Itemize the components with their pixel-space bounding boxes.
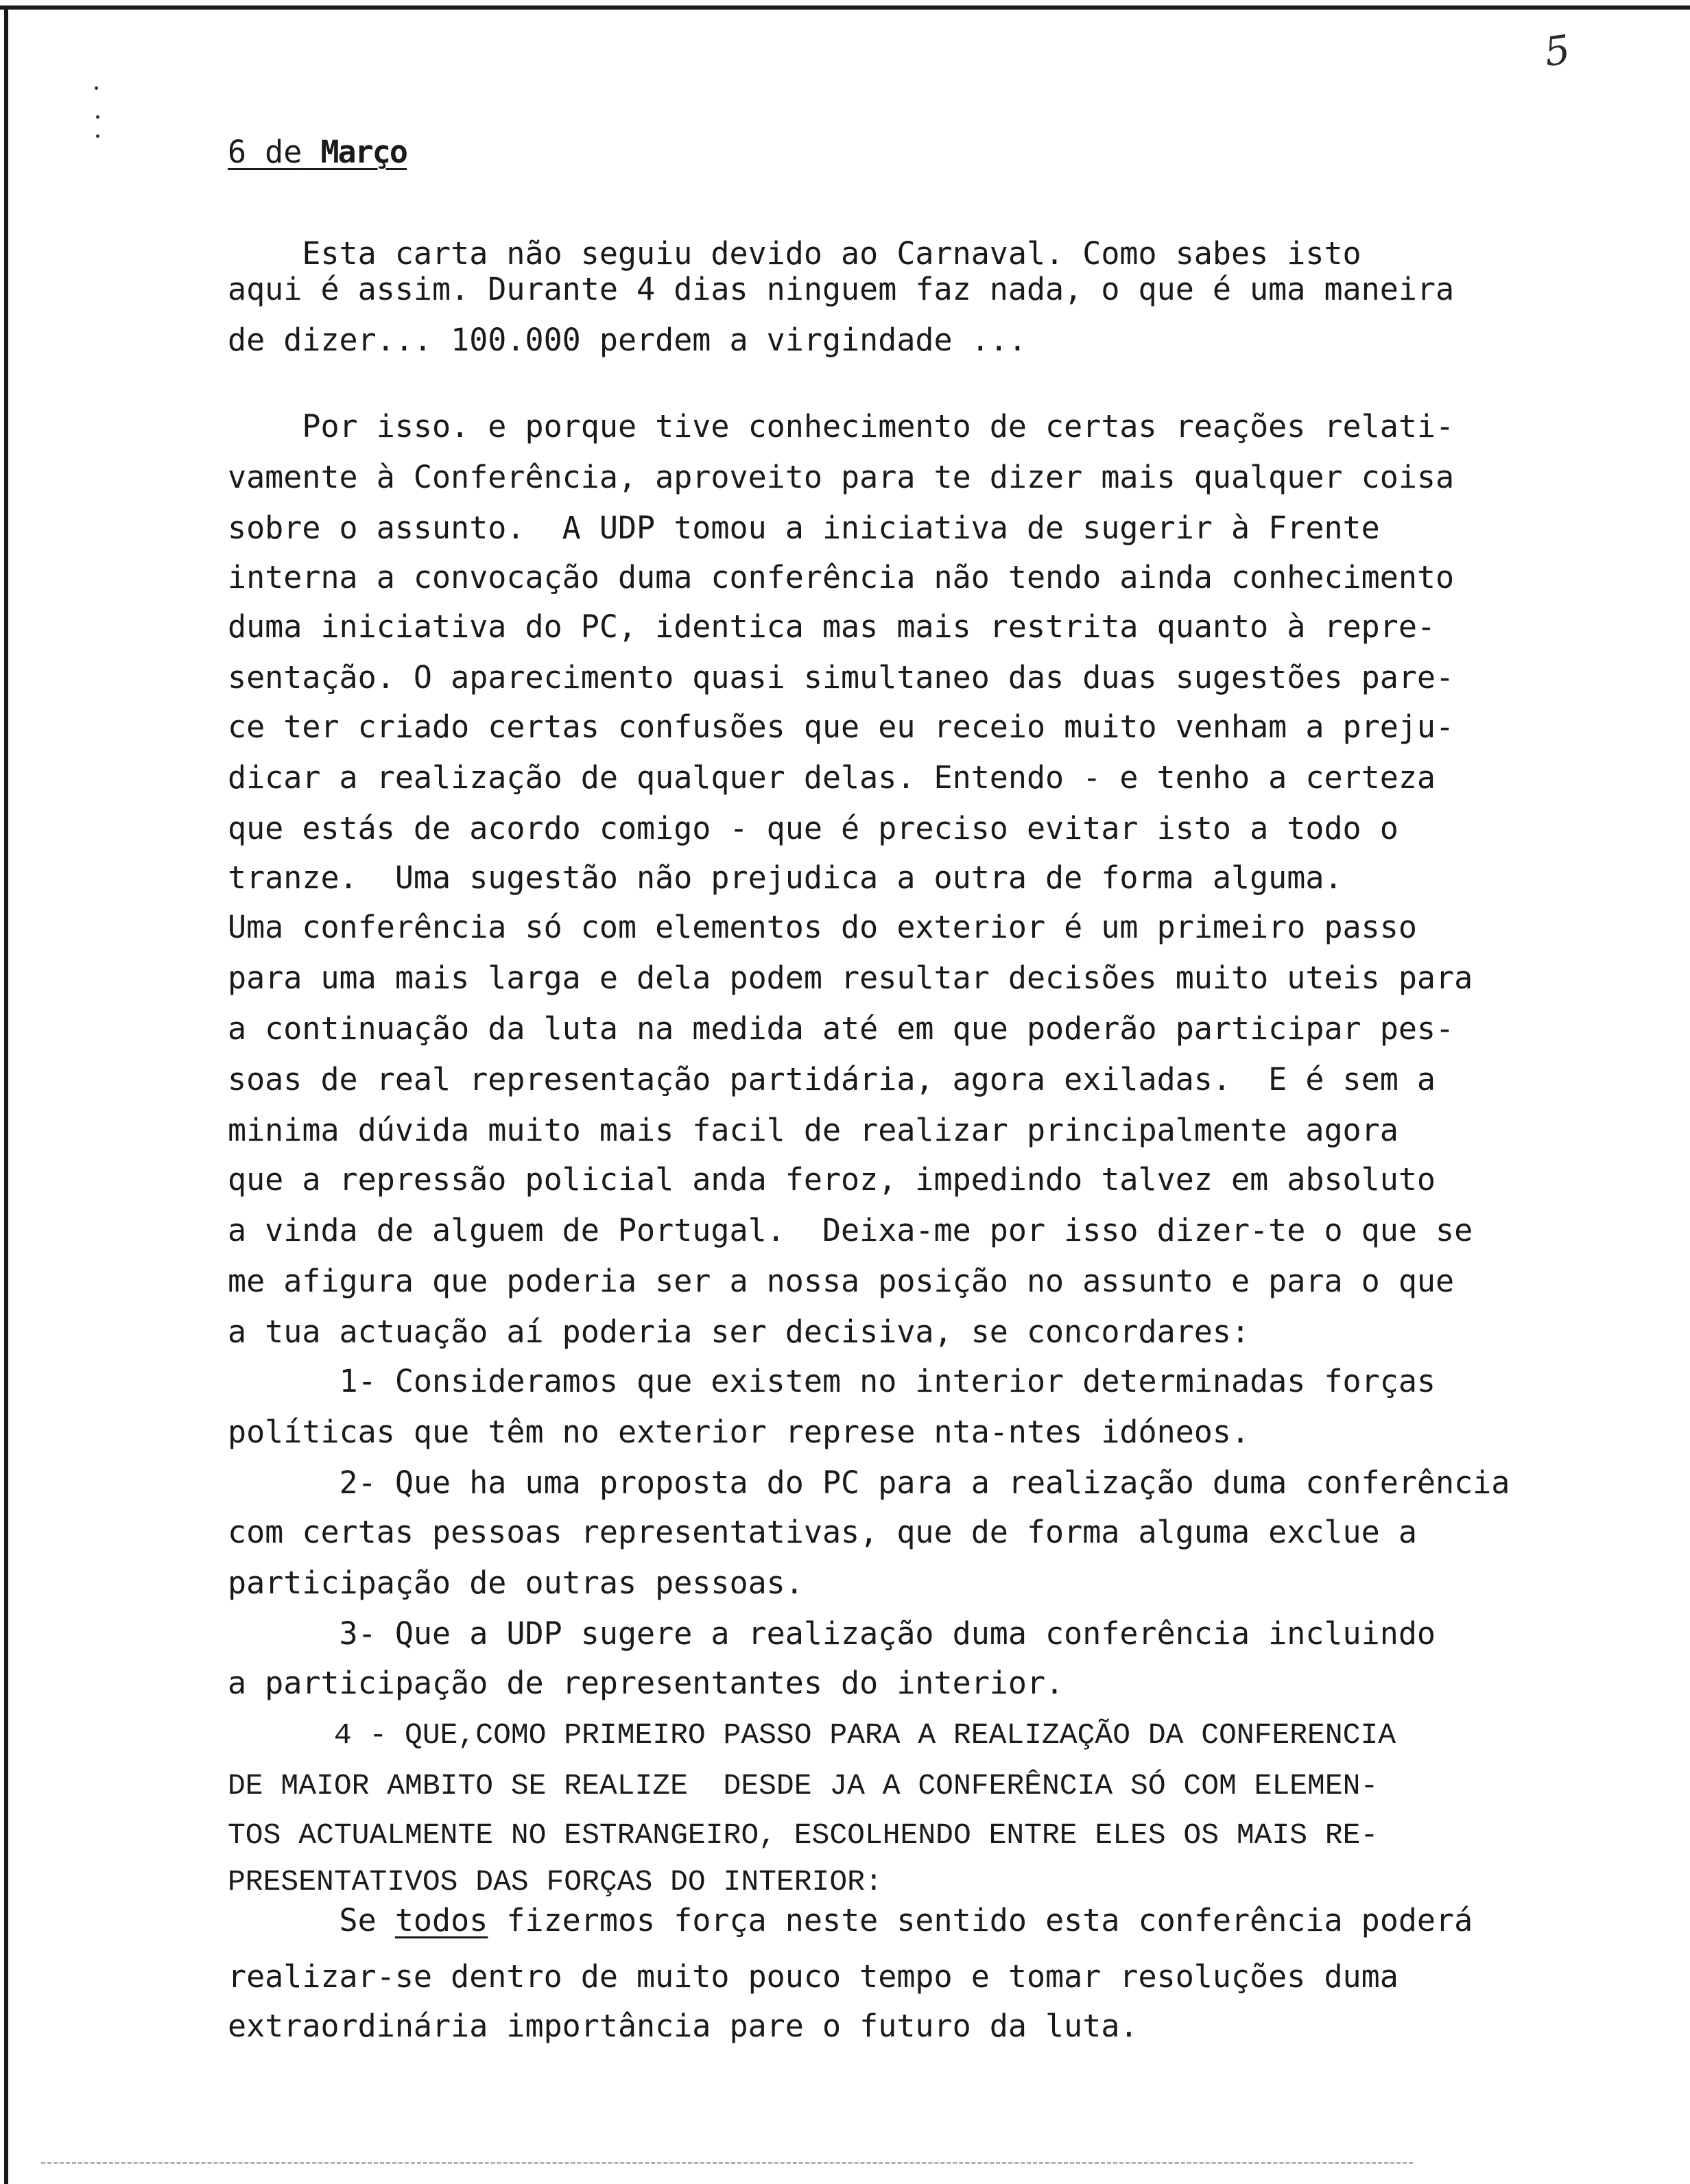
letter-line: a tua actuação aí poderia ser decisiva, se concordares: xyxy=(228,1314,1250,1350)
margin-dot xyxy=(96,134,99,138)
date-month: Março xyxy=(320,134,407,170)
letter-line: aqui é assim. Durante 4 dias ninguem faz nada, o que é uma maneira xyxy=(228,271,1455,307)
margin-dot xyxy=(96,115,99,119)
letter-line: Por isso. e porque tive conhecimento de certas reações relati- xyxy=(228,408,1455,444)
letter-line: participação de outras pessoas. xyxy=(228,1565,804,1601)
letter-line: que estás de acordo comigo - que é preciso evitar isto a todo o xyxy=(228,810,1399,846)
letter-line: 2- Que ha uma proposta do PC para a realização duma conferência xyxy=(228,1464,1510,1501)
letter-line: a participação de representantes do interior. xyxy=(228,1665,1064,1701)
letter-line: minima dúvida muito mais facil de realizar principalmente agora xyxy=(228,1112,1399,1148)
letter-line: para uma mais larga e dela podem resultar decisões muito uteis para xyxy=(228,960,1473,996)
scan-artifact-line xyxy=(41,2162,1413,2164)
letter-line: 3- Que a UDP sugere a realização duma conferência incluindo xyxy=(228,1615,1436,1652)
letter-line: de dizer... 100.000 perdem a virgindade ... xyxy=(228,322,1027,358)
letter-line: sentação. O aparecimento quasi simultaneo das duas sugestões pare- xyxy=(228,659,1455,696)
letter-line: PRESENTATIVOS DAS FORÇAS DO INTERIOR: xyxy=(228,1865,883,1899)
letter-line: a vinda de alguem de Portugal. Deixa-me por isso dizer-te o que se xyxy=(228,1212,1473,1248)
date-day: 6 de xyxy=(228,134,302,170)
page-top-border xyxy=(0,5,1690,10)
underlined-word: todos xyxy=(394,1902,488,1938)
letter-line: tranze. Uma sugestão não prejudica a outra de forma alguma. xyxy=(228,859,1343,896)
letter-line: ce ter criado certas confusões que eu receio muito venham a preju- xyxy=(228,709,1455,745)
letter-line: que a repressão policial anda feroz, impedindo talvez em absoluto xyxy=(228,1161,1436,1198)
margin-dot xyxy=(95,86,98,90)
letter-line: políticas que têm no exterior represe nta-ntes idóneos. xyxy=(228,1414,1250,1450)
page-left-border xyxy=(4,5,8,2184)
date-heading xyxy=(228,132,407,173)
letter-line: Uma conferência só com elementos do exterior é um primeiro passo xyxy=(228,909,1417,945)
letter-line: TOS ACTUALMENTE NO ESTRANGEIRO, ESCOLHENDO ENTRE ELES OS MAIS RE- xyxy=(228,1818,1379,1852)
letter-line: DE MAIOR AMBITO SE REALIZE DESDE JA A CONFERÊNCIA SÓ COM ELEMEN- xyxy=(228,1769,1379,1803)
letter-line: com certas pessoas representativas, que de forma alguma exclue a xyxy=(228,1514,1417,1550)
letter-line-closing xyxy=(228,1900,1473,1941)
letter-line: dicar a realização de qualquer delas. Entendo - e tenho a certeza xyxy=(228,759,1436,796)
closing-text-after: fizermos força neste sentido esta conferência poderá xyxy=(488,1902,1473,1938)
margin-marks xyxy=(95,86,102,141)
letter-line: soas de real representação partidária, agora exiladas. E é sem a xyxy=(228,1061,1436,1097)
letter-line: interna a convocação duma conferência não tendo ainda conhecimento xyxy=(228,559,1455,595)
letter-line: extraordinária importância pare o futuro da luta. xyxy=(228,2008,1139,2044)
letter-line: 1- Consideramos que existem no interior determinadas forças xyxy=(228,1363,1436,1399)
letter-line: Esta carta não seguiu devido ao Carnaval. Como sabes isto xyxy=(228,235,1361,272)
letter-line: 4 - QUE,COMO PRIMEIRO PASSO PARA A REALIZAÇÃO DA CONFERENCIA xyxy=(228,1718,1396,1752)
letter-line: me afigura que poderia ser a nossa posição no assunto e para o que xyxy=(228,1263,1455,1299)
letter-line: realizar-se dentro de muito pouco tempo e tomar resoluções duma xyxy=(228,1958,1399,1995)
letter-line: sobre o assunto. A UDP tomou a iniciativa de sugerir à Frente xyxy=(228,510,1380,546)
letter-line: duma iniciativa do PC, identica mas mais restrita quanto à repre- xyxy=(228,608,1436,645)
letter-line: vamente à Conferência, aproveito para te dizer mais qualquer coisa xyxy=(228,459,1455,495)
closing-text-before: Se xyxy=(228,1902,395,1938)
page-number: 5 xyxy=(1541,25,1573,76)
letter-line: a continuação da luta na medida até em que poderão participar pes- xyxy=(228,1010,1455,1047)
